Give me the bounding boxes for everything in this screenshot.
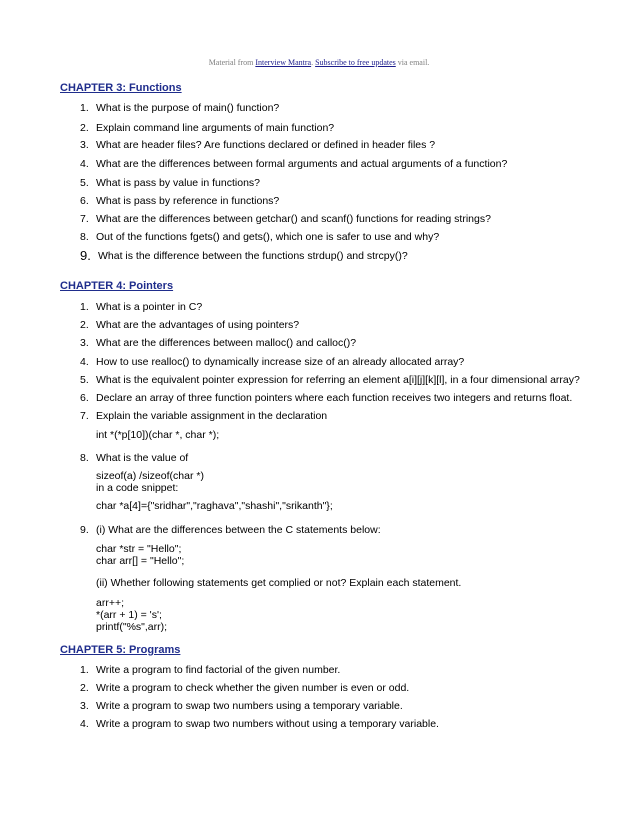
list-item: 9. (i) What are the differences between the C statements below: <box>80 524 381 536</box>
text-line: in a code snippet: <box>96 482 179 494</box>
list-item: 8. Out of the functions fgets() and gets(), which one is safer to use and why? <box>80 231 440 243</box>
list-item: 5. What is pass by value in functions? <box>80 177 261 189</box>
chapter-4-title: CHAPTER 4: Pointers <box>60 280 174 292</box>
list-item: 4. How to use realloc() to dynamically increase size of an already allocated array? <box>80 356 465 368</box>
chapter-3-title: CHAPTER 3: Functions <box>60 82 182 94</box>
list-item: 1. What is a pointer in C? <box>80 301 203 313</box>
list-item: 6. What is pass by reference in functions? <box>80 195 280 207</box>
code-line: printf("%s",arr); <box>96 621 168 633</box>
list-item: 5. What is the equivalent pointer expression for referring an element a[i][j][k][l], in a four dimensional array? <box>80 374 580 386</box>
list-item: 7. What are the differences between getchar() and scanf() functions for reading strings? <box>80 213 491 225</box>
list-item: 2. What are the advantages of using pointers? <box>80 319 300 331</box>
chapter-5-title: CHAPTER 5: Programs <box>60 644 181 656</box>
list-item: 8. What is the value of <box>80 452 189 464</box>
list-item: 3. What are header files? Are functions declared or defined in header files ? <box>80 139 436 151</box>
interview-mantra-link[interactable]: Interview Mantra <box>255 58 312 67</box>
list-item: 9. What is the difference between the functions strdup() and strcpy()? <box>80 248 408 263</box>
list-item: 4. Write a program to swap two numbers without using a temporary variable. <box>80 718 439 730</box>
list-item: 2. Write a program to check whether the given number is even or odd. <box>80 682 410 694</box>
header-separator: . <box>311 58 316 67</box>
header-suffix: via email. <box>395 58 430 67</box>
list-item: 3. What are the differences between malloc() and calloc()? <box>80 337 357 349</box>
subscribe-link[interactable]: Subscribe to free updates <box>315 58 396 67</box>
list-item: 3. Write a program to swap two numbers using a temporary variable. <box>80 700 403 712</box>
list-item: 7. Explain the variable assignment in the declaration <box>80 410 328 422</box>
code-line: char *a[4]={"sridhar","raghava","shashi","srikanth"}; <box>96 500 333 512</box>
code-line: int *(*p[10])(char *, char *); <box>96 429 220 441</box>
list-item: 1. Write a program to find factorial of the given number. <box>80 664 341 676</box>
code-line: *(arr + 1) = 's'; <box>96 609 162 621</box>
list-item: 1. What is the purpose of main() function? <box>80 102 280 114</box>
page-header <box>0 58 638 67</box>
code-line: sizeof(a) /sizeof(char *) <box>96 470 204 482</box>
list-item: 4. What are the differences between formal arguments and actual arguments of a function? <box>80 158 508 170</box>
list-item: 2. Explain command line arguments of main function? <box>80 122 335 134</box>
code-line: char arr[] = "Hello"; <box>96 555 185 567</box>
text-line: (ii) Whether following statements get complied or not? Explain each statement. <box>96 577 462 589</box>
code-line: arr++; <box>96 597 125 609</box>
header-prefix: Material from <box>208 58 256 67</box>
list-item: 6. Declare an array of three function pointers where each function receives two integers and returns float. <box>80 392 573 404</box>
code-line: char *str = "Hello"; <box>96 543 182 555</box>
